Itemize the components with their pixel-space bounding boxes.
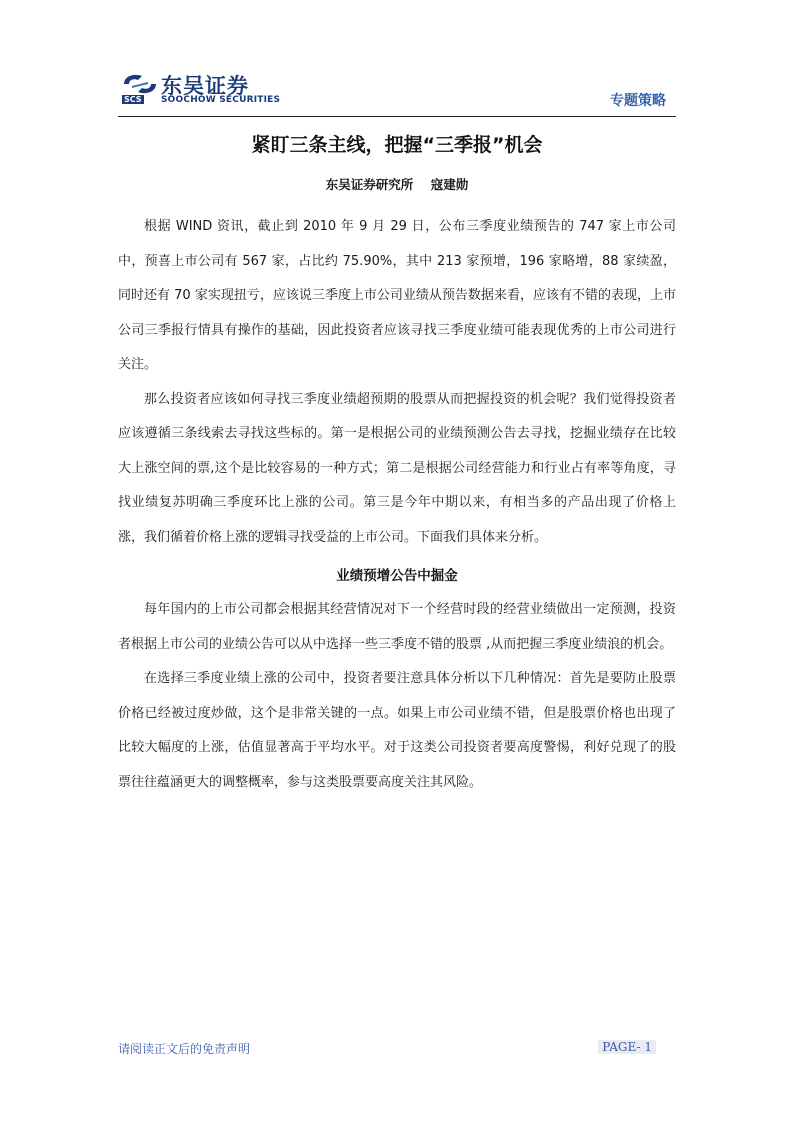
body-paragraph: 在选择三季度业绩上涨的公司中，投资者要注意具体分析以下几种情况：首先是要防止股票价格已经被过度炒做，这个是非常关键的一点。如果上市公司业绩不错，但是股票价格也出现了比较大幅度的上涨，估值显著高于平均水平。对于这类公司投资者要高度警惕，利好兑现了的股票往往蕴涵更大的调整概率，参与这类股票要高度关注其风险。 [118, 671, 676, 790]
soochow-logo-icon [122, 72, 158, 96]
report-title: 紧盯三条主线，把握“三季报”机会 [251, 134, 543, 156]
section-heading: 业绩预增公告中掘金 [336, 568, 458, 584]
page-footer [118, 1040, 676, 1058]
page-header [118, 68, 676, 116]
report-body [118, 210, 676, 800]
body-paragraph: 每年国内的上市公司都会根据其经营情况对下一个经营时段的经营业绩做出一定预测，投资者根据上市公司的业绩公告可以从中选择一些三季度不错的股票 ,从而把握三季度业绩浪的机会。 [118, 602, 676, 652]
logo-scs-mark: SCS [124, 95, 142, 104]
header-divider [118, 116, 676, 117]
body-paragraph: 那么投资者应该如何寻找三季度业绩超预期的股票从而把握投资的机会呢？我们觉得投资者应该遵循三条线索去寻找这些标的。第一是根据公司的业绩预测公告去寻找，挖掘业绩存在比较大上涨空间的票,这个是比较容易的一种方式；第二是根据公司经营能力和行业占有率等角度，寻找业绩复苏明确三季度环比上涨的公司。第三是今年中期以来，有相当多的产品出现了价格上涨，我们循着价格上涨的逻辑寻找受益的上市公司。下面我们具体来分析。 [118, 391, 676, 545]
body-paragraph: 根据 WIND 资讯，截止到 2010 年 9 月 29 日，公布三季度业绩预告的 747 家上市公司中，预喜上市公司有 567 家，占比约 75.90%，其中 213 家预增，196 家略增，88 家续盈，同时还有 70 家实现扭亏，应该说三季度上市公司业绩从预告数据来看，应该有不错的表现，上市公司三季报行情具有操作的基础，因此投资者应该寻找三季度业绩可能表现优秀的上市公司进行关注。 [118, 219, 676, 372]
page-number: PAGE- 1 [598, 1040, 656, 1054]
company-logo [118, 68, 288, 108]
logo-chinese-name: 东吴证券 [161, 74, 249, 98]
disclaimer-notice: 请阅读正文后的免责声明 [118, 1042, 251, 1056]
report-byline: 东吴证券研究所 寇建勋 [325, 177, 469, 192]
report-category: 专题策略 [610, 93, 666, 109]
logo-english-name: SOOCHOW SECURITIES [161, 95, 281, 105]
